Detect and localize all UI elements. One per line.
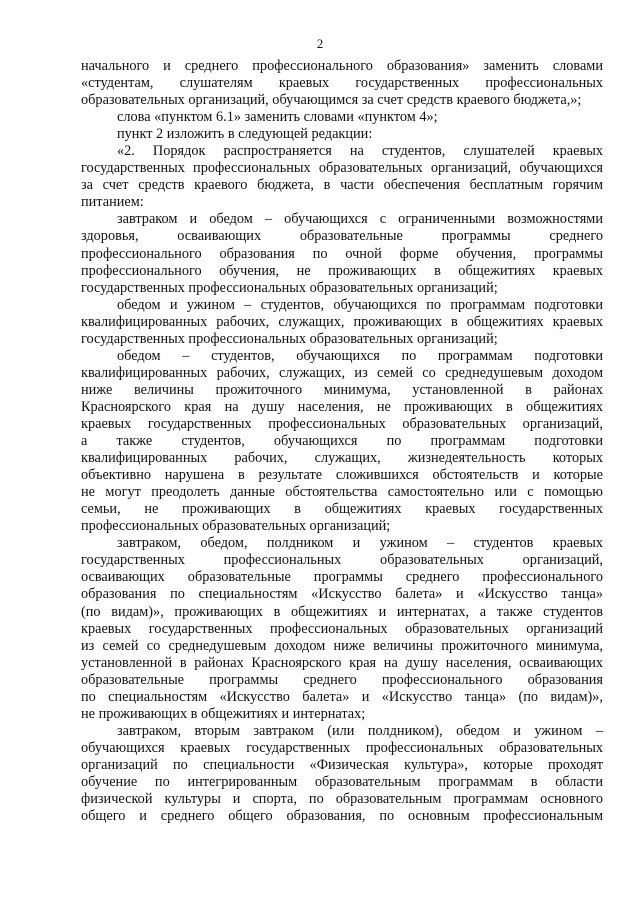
text-line: квалифицированных рабочих, служащих, жизнедеятельность которых <box>81 450 603 467</box>
document-body <box>81 58 603 825</box>
text-line: государственных профессиональных образовательных организаций; <box>81 279 498 296</box>
text-line: квалифицированных рабочих, служащих, проживающих в общежитиях краевых <box>81 313 603 330</box>
text-line: здоровья, осваивающих образовательные программы среднего <box>81 228 603 245</box>
text-line: осваивающих образовательные программы среднего профессионального <box>81 569 603 586</box>
text-line: завтраком, обедом, полдником и ужином – студентов краевых <box>117 535 603 552</box>
text-line: Красноярского края на душу населения, не проживающих в общежитиях <box>81 398 603 415</box>
text-line: профессионального образования по очной форме обучения, программы <box>81 245 603 262</box>
text-line: общего и среднего общего образования, по основным профессиональным <box>81 808 603 825</box>
text-line: обедом и ужином – студентов, обучающихся по программам подготовки <box>117 296 603 313</box>
text-line: не могут преодолеть данные обстоятельства самостоятельно или с помощью <box>81 484 603 501</box>
text-line: краевых государственных профессиональных образовательных организаций, <box>81 415 603 432</box>
text-line: профессиональных образовательных организаций; <box>81 518 391 535</box>
text-line: краевых государственных профессиональных образовательных организаций <box>81 620 603 637</box>
text-line: образования по специальностям «Искусство балета» и «Искусство танца» <box>81 586 603 603</box>
text-line: обучение по интегрированным образовательным программам в области <box>81 773 603 790</box>
text-line: завтраком и обедом – обучающихся с ограниченными возможностями <box>117 211 603 228</box>
text-line: установленной в районах Красноярского края на душу населения, осваивающих <box>81 654 603 671</box>
text-line: квалифицированных рабочих, служащих, из семей со среднедушевым доходом <box>81 364 603 381</box>
text-line: по специальностям «Искусство балета» и «Искусство танца» (по видам)», <box>81 688 603 705</box>
text-line: ниже величины прожиточного минимума, установленной в районах <box>81 381 603 398</box>
text-line: (по видам)», проживающих в общежитиях и интернатах, а также студентов <box>81 603 603 620</box>
text-line: профессионального обучения, не проживающих в общежитиях краевых <box>81 262 603 279</box>
text-line: из семей со среднедушевым доходом ниже величины прожиточного минимума, <box>81 637 603 654</box>
text-line: обучающихся краевых государственных профессиональных образовательных <box>81 739 603 756</box>
text-line: государственных профессиональных образовательных организаций, <box>81 552 603 569</box>
text-line: завтраком, вторым завтраком (или полдником), обедом и ужином – <box>117 722 603 739</box>
text-line: «студентам, слушателям краевых государственных профессиональных <box>81 75 603 92</box>
text-line: объективно нарушена в результате сложившихся обстоятельств и которые <box>81 467 603 484</box>
text-line: образовательных организаций, обучающимся за счет средств краевого бюджета,»; <box>81 92 582 109</box>
text-line: за счет средств краевого бюджета, в части обеспечения бесплатным горячим <box>81 177 603 194</box>
text-line: физической культуры и спорта, по образовательным программам основного <box>81 791 603 808</box>
text-line: а также студентов, обучающихся по программам подготовки <box>81 433 603 450</box>
text-line: государственных профессиональных образовательных организаций; <box>81 330 498 347</box>
page-number: 2 <box>316 36 324 51</box>
text-line: «2. Порядок распространяется на студентов, слушателей краевых <box>117 143 603 160</box>
text-line: начального и среднего профессионального образования» заменить словами <box>81 58 603 74</box>
text-line: обедом – студентов, обучающихся по программам подготовки <box>117 347 603 364</box>
text-line: питанием: <box>81 194 144 211</box>
text-line: организаций по специальности «Физическая культура», которые проходят <box>81 756 603 773</box>
text-line: слова «пунктом 6.1» заменить словами «пунктом 4»; <box>117 109 438 126</box>
text-line: семьи, не проживающих в общежитиях краевых государственных <box>81 501 603 518</box>
text-line: образовательные программы среднего профессионального образования <box>81 671 603 688</box>
text-line: государственных профессиональных образовательных организаций, обучающихся <box>81 160 603 177</box>
text-line: не проживающих в общежитиях и интернатах; <box>81 705 366 722</box>
text-line: пункт 2 изложить в следующей редакции: <box>117 126 373 143</box>
